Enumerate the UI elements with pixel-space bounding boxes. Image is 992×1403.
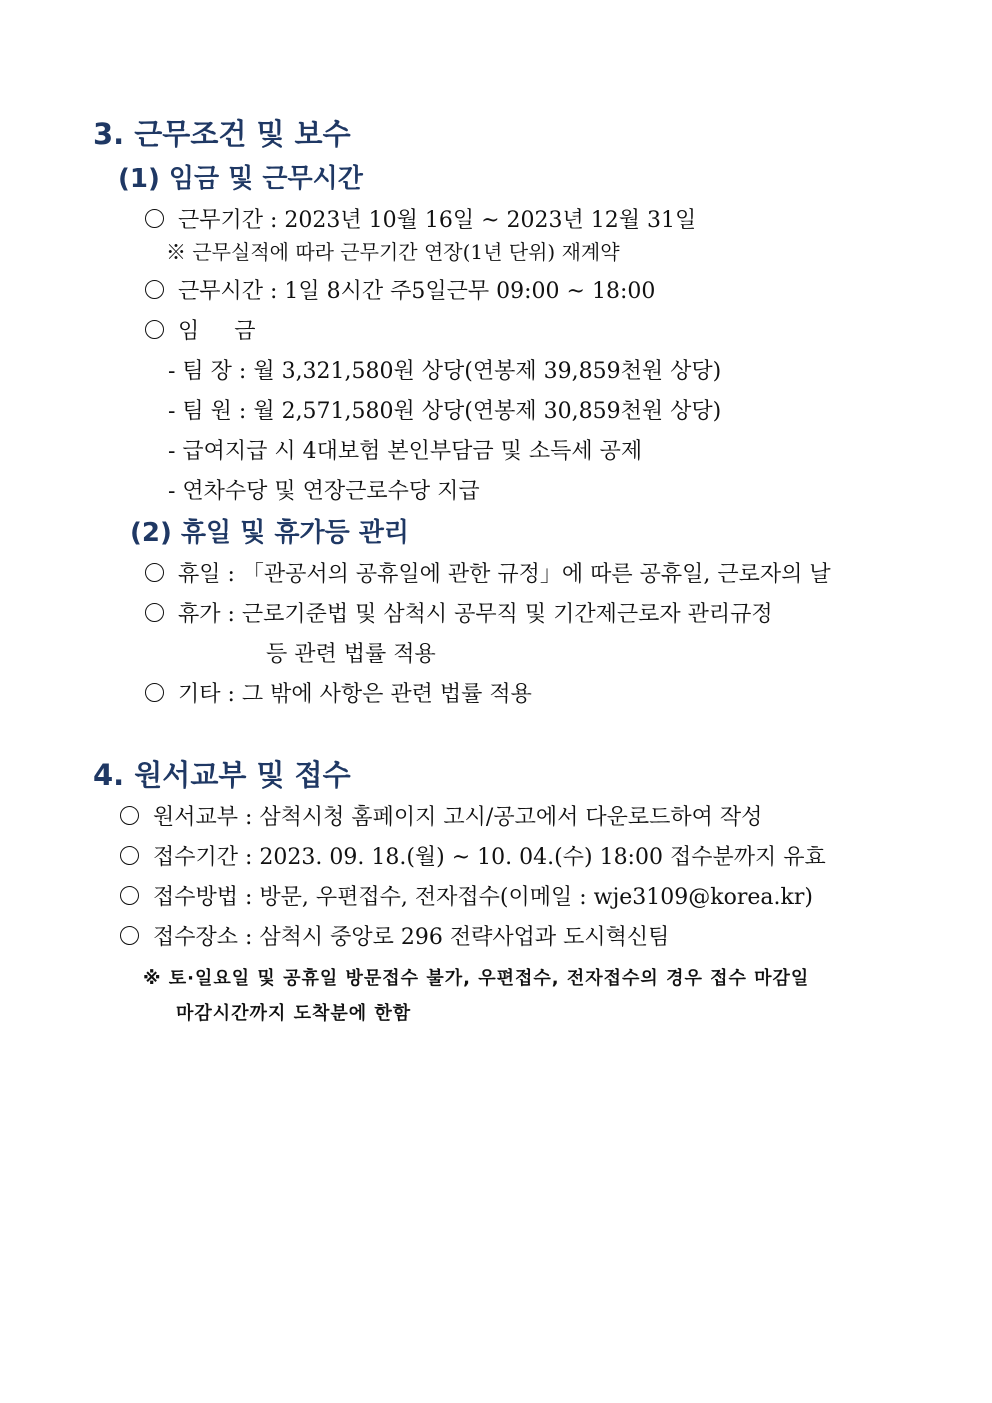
subsection-2-title: (2) 휴일 및 휴가등 관리 — [130, 518, 409, 548]
wage-deductions: - 급여지급 시 4대보험 본인부담금 및 소득세 공제 — [168, 439, 643, 464]
section-3-title: 3. 근무조건 및 보수 — [93, 117, 351, 151]
application-place: 접수장소 : 삼척시 중앙로 296 전략사업과 도시혁신팀 — [120, 920, 669, 951]
work-hours: 근무시간 : 1일 8시간 주5일근무 09:00 ~ 18:00 — [145, 274, 655, 305]
leave-rule-continued: 등 관련 법률 적용 — [266, 642, 436, 667]
circle-bullet-icon — [145, 280, 164, 299]
other-rule: 기타 : 그 밖에 사항은 관련 법률 적용 — [145, 677, 532, 708]
application-form: 원서교부 : 삼척시청 홈페이지 고시/공고에서 다운로드하여 작성 — [120, 800, 762, 831]
wage-heading: 임 금 — [145, 314, 255, 345]
circle-bullet-icon — [120, 926, 139, 945]
circle-bullet-icon — [145, 209, 164, 228]
circle-bullet-icon — [145, 603, 164, 622]
circle-bullet-icon — [120, 846, 139, 865]
leave-rule: 휴가 : 근로기준법 및 삼척시 공무직 및 기간제근로자 관리규정 — [145, 597, 773, 628]
work-period-note: ※ 근무실적에 따라 근무기간 연장(1년 단위) 재계약 — [166, 240, 620, 264]
circle-bullet-icon — [145, 320, 164, 339]
holiday-rule: 휴일 : 「관공서의 공휴일에 관한 규정」에 따른 공휴일, 근로자의 날 — [145, 557, 831, 588]
circle-bullet-icon — [145, 683, 164, 702]
circle-bullet-icon — [120, 806, 139, 825]
application-note: ※ 토·일요일 및 공휴일 방문접수 불가, 우편접수, 전자접수의 경우 접수 마감일 — [143, 968, 810, 989]
work-period: 근무기간 : 2023년 10월 16일 ~ 2023년 12월 31일 — [145, 203, 696, 234]
application-method: 접수방법 : 방문, 우편접수, 전자접수(이메일 : wje3109@korea.kr) — [120, 880, 813, 911]
wage-team-leader: - 팀 장 : 월 3,321,580원 상당(연봉제 39,859천원 상당) — [168, 359, 722, 384]
circle-bullet-icon — [120, 886, 139, 905]
application-period: 접수기간 : 2023. 09. 18.(월) ~ 10. 04.(수) 18:00 접수분까지 유효 — [120, 840, 826, 871]
circle-bullet-icon — [145, 563, 164, 582]
subsection-1-title: (1) 임금 및 근무시간 — [118, 164, 363, 194]
application-note-continued: 마감시간까지 도착분에 한함 — [176, 1003, 412, 1024]
wage-allowances: - 연차수당 및 연장근로수당 지급 — [168, 479, 480, 504]
wage-team-member: - 팀 원 : 월 2,571,580원 상당(연봉제 30,859천원 상당) — [168, 399, 722, 424]
section-4-title: 4. 원서교부 및 접수 — [93, 758, 351, 792]
